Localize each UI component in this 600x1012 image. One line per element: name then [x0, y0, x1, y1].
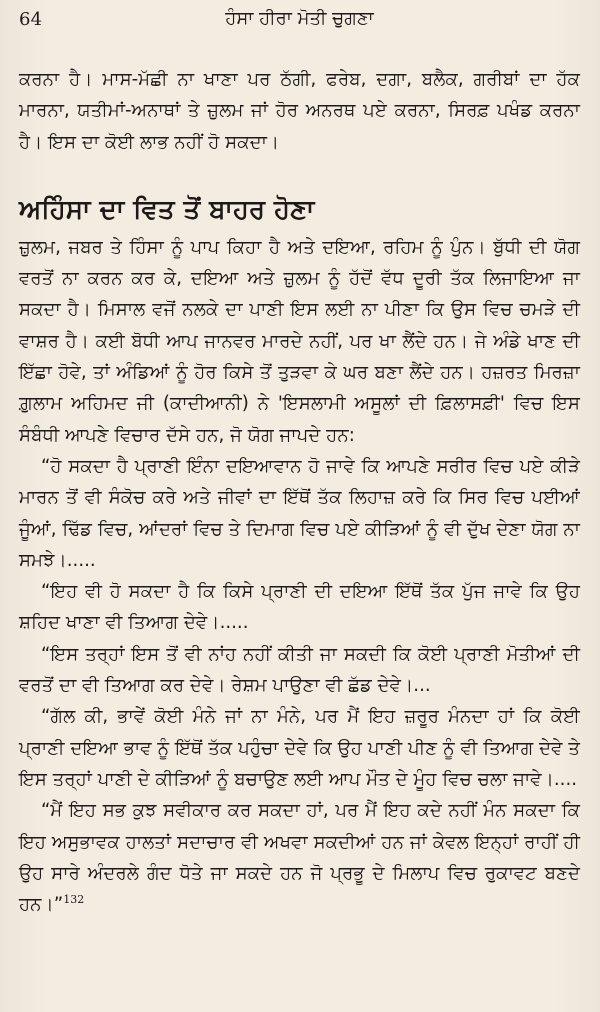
quote-paragraph-last	[19, 795, 580, 920]
quote-paragraph: “ਹੋ ਸਕਦਾ ਹੈ ਪ੍ਰਾਣੀ ਇੰਨਾ ਦਇਆਵਾਨ ਹੋ ਜਾਵੇ ਕਿ ਆਪਣੇ ਸਰੀਰ ਵਿਚ ਪਏ ਕੀੜੇ ਮਾਰਨ ਤੋਂ ਵੀ ਸੰਕੋਚ ਕਰੇ ਅਤੇ ਜੀਵਾਂ ਦਾ ਇੱਥੋਂ ਤੱਕ ਲਿਹਾਜ਼ ਕਰੇ ਕਿ ਸਿਰ ਵਿਚ ਪਈਆਂ ਜੂੰਆਂ, ਢਿੱਡ ਵਿਚ, ਆਂਦਰਾਂ ਵਿਚ ਤੇ ਦਿਮਾਗ ਵਿਚ ਪਏ ਕੀੜਿਆਂ ਨੂੰ ਵੀ ਦੁੱਖ ਦੇਣਾ ਯੋਗ ਨਾ ਸਮਝੇ।.....	[19, 455, 580, 571]
page-number: 64	[19, 9, 43, 30]
quote-paragraph: “ਗੱਲ ਕੀ, ਭਾਵੇਂ ਕੋਈ ਮੰਨੇ ਜਾਂ ਨਾ ਮੰਨੇ, ਪਰ ਮੈਂ ਇਹ ਜ਼ਰੂਰ ਮੰਨਦਾ ਹਾਂ ਕਿ ਕੋਈ ਪ੍ਰਾਣੀ ਦਇਆ ਭਾਵ ਨੂੰ ਇੱਥੋਂ ਤੱਕ ਪਹੁੰਚਾ ਦੇਵੇ ਕਿ ਉਹ ਪਾਣੀ ਪੀਣ ਨੂੰ ਵੀ ਤਿਆਗ ਦੇਵੇ ਤੇ ਇਸ ਤਰ੍ਹਾਂ ਪਾਣੀ ਦੇ ਕੀੜਿਆਂ ਨੂੰ ਬਚਾਉਣ ਲਈ ਆਪ ਮੌਤ ਦੇ ਮੂੰਹ ਵਿਚ ਚਲਾ ਜਾਵੇ।....	[19, 706, 580, 790]
running-title: ਹੰਸਾ ਹੀਰਾ ਮੋਤੀ ਚੁਗਣਾ	[225, 8, 374, 29]
footnote-reference: 132	[63, 893, 85, 907]
section-paragraph: ਜ਼ੁਲਮ, ਜਬਰ ਤੇ ਹਿੰਸਾ ਨੂੰ ਪਾਪ ਕਿਹਾ ਹੈ ਅਤੇ ਦਇਆ, ਰਹਿਮ ਨੂੰ ਪੁੰਨ। ਬੁੱਧੀ ਦੀ ਯੋਗ ਵਰਤੋਂ ਨਾ ਕਰਨ ਕਰ ਕੇ, ਦਇਆ ਅਤੇ ਜ਼ੁਲਮ ਨੂੰ ਹੱਦੋਂ ਵੱਧ ਦੂਰੀ ਤੱਕ ਲਿਜਾਇਆ ਜਾ ਸਕਦਾ ਹੈ। ਮਿਸਾਲ ਵਜੋਂ ਨਲਕੇ ਦਾ ਪਾਣੀ ਇਸ ਲਈ ਨਾ ਪੀਣਾ ਕਿ ਉਸ ਵਿਚ ਚਮੜੇ ਦੀ ਵਾਸ਼ਰ ਹੈ। ਕਈ ਬੋਧੀ ਆਪ ਜਾਨਵਰ ਮਾਰਦੇ ਨਹੀਂ, ਪਰ ਖਾ ਲੈਂਦੇ ਹਨ। ਜੇ ਅੰਡੇ ਖਾਣ ਦੀ ਇੱਛਾ ਹੋਵੇ, ਤਾਂ ਅੰਡਿਆਂ ਨੂੰ ਹੋਰ ਕਿਸੇ ਤੋਂ ਤੁੜਵਾ ਕੇ ਘਰ ਬਣਾ ਲੈਂਦੇ ਹਨ। ਹਜ਼ਰਤ ਮਿਰਜ਼ਾ ਗ਼ੁਲਾਮ ਅਹਿਮਦ ਜੀ (ਕਾਦੀਆਨੀ) ਨੇ 'ਇਸਲਾਮੀ ਅਸੂਲਾਂ ਦੀ ਫ਼ਿਲਾਸਫ਼ੀ' ਵਿਚ ਇਸ ਸੰਬੰਧੀ ਆਪਣੇ ਵਿਚਾਰ ਦੱਸੇ ਹਨ, ਜੋ ਯੋਗ ਜਾਪਦੇ ਹਨ:	[19, 236, 580, 446]
quote-paragraph: “ਇਹ ਵੀ ਹੋ ਸਕਦਾ ਹੈ ਕਿ ਕਿਸੇ ਪ੍ਰਾਣੀ ਦੀ ਦਇਆ ਇੱਥੋਂ ਤੱਕ ਪੁੱਜ ਜਾਵੇ ਕਿ ਉਹ ਸ਼ਹਿਦ ਖਾਣਾ ਵੀ ਤਿਆਗ ਦੇਵੇ।.....	[19, 581, 580, 634]
intro-paragraph: ਕਰਨਾ ਹੈ। ਮਾਸ-ਮੱਛੀ ਨਾ ਖਾਣਾ ਪਰ ਠੱਗੀ, ਫਰੇਬ, ਦਗਾ, ਬਲੈਕ, ਗਰੀਬਾਂ ਦਾ ਹੱਕ ਮਾਰਨਾ, ਯਤੀਮਾਂ-ਅਨਾਥਾਂ ਤੇ ਜ਼ੁਲਮ ਜਾਂ ਹੋਰ ਅਨਰਥ ਪਏ ਕਰਨਾ, ਸਿਰਫ਼ ਪਖੰਡ ਕਰਨਾ ਹੈ। ਇਸ ਦਾ ਕੋਈ ਲਾਭ ਨਹੀਂ ਹੋ ਸਕਦਾ।	[19, 69, 580, 153]
page-header	[19, 0, 580, 38]
section-heading: ਅਹਿੰਸਾ ਦਾ ਵਿਤ ਤੋਂ ਬਾਹਰ ਹੋਣਾ	[19, 194, 315, 225]
quote-paragraph: “ਇਸ ਤਰ੍ਹਾਂ ਇਸ ਤੋਂ ਵੀ ਨਾਂਹ ਨਹੀਂ ਕੀਤੀ ਜਾ ਸਕਦੀ ਕਿ ਕੋਈ ਪ੍ਰਾਣੀ ਮੋਤੀਆਂ ਦੀ ਵਰਤੋਂ ਦਾ ਵੀ ਤਿਆਗ ਕਰ ਦੇਵੇ। ਰੇਸ਼ਮ ਪਾਉਣਾ ਵੀ ਛੱਡ ਦੇਵੇ।...	[19, 643, 580, 697]
quote-text: “ਮੈਂ ਇਹ ਸਭ ਕੁਝ ਸਵੀਕਾਰ ਕਰ ਸਕਦਾ ਹਾਂ, ਪਰ ਮੈਂ ਇਹ ਕਦੇ ਨਹੀਂ ਮੰਨ ਸਕਦਾ ਕਿ ਇਹ ਅਸੁਭਾਵਕ ਹਾਲਤਾਂ ਸਦਾਚਾਰ ਵੀ ਅਖਵਾ ਸਕਦੀਆਂ ਹਨ ਜਾਂ ਕੇਵਲ ਇਨ੍ਹਾਂ ਰਾਹੀਂ ਹੀ ਉਹ ਸਾਰੇ ਅੰਦਰਲੇ ਗੰਦ ਧੋਤੇ ਜਾ ਸਕਦੇ ਹਨ ਜੋ ਪ੍ਰਭੂ ਦੇ ਮਿਲਾਪ ਵਿਚ ਰੁਕਾਵਟ ਬਣਦੇ ਹਨ।”	[19, 800, 580, 916]
